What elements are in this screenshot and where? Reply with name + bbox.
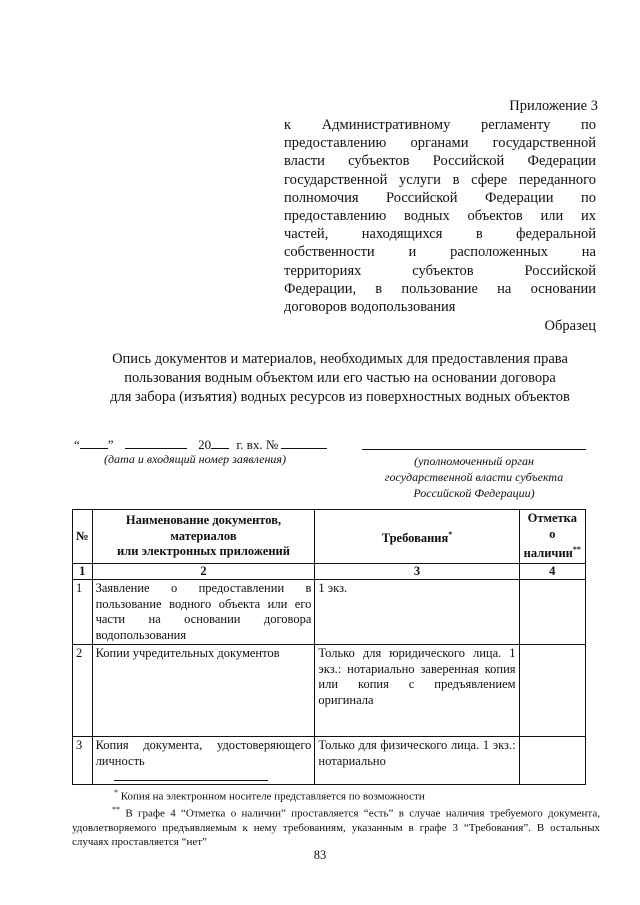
document-title-line: пользования водным объектом или его частью на основании договора (124, 370, 556, 386)
quote-open: “ (74, 437, 80, 452)
footnote-1-text: Копия на электронном носителе представляется по возможности (120, 790, 425, 803)
document-title-line: для забора (изъятия) водных ресурсов из поверхностных водных объектов (110, 389, 570, 405)
document-name: Копии учредительных документов (92, 645, 315, 737)
column-number: 2 (92, 563, 315, 580)
day-blank (80, 436, 108, 449)
document-name: Заявление о предоставлении в пользование водного объекта или его части на основании договора водопользования (92, 580, 315, 645)
footnote-1 (114, 786, 596, 804)
header-number: № (73, 510, 93, 564)
header-document-name: Наименование документов, материалов или электронных приложений (92, 510, 315, 564)
appendix-line: Федерации, в пользование на основании (284, 280, 596, 297)
date-caption: (дата и входящий номер заявления) (104, 452, 286, 466)
document-title (60, 350, 620, 407)
appendix-line: предоставлению водных объектов или их (284, 208, 596, 225)
authority-caption (352, 453, 596, 501)
column-number: 4 (519, 563, 585, 580)
appendix-reference (284, 116, 596, 316)
table-row (73, 645, 586, 737)
row-number: 3 (73, 737, 93, 785)
appendix-line: власти субъектов Российской Федерации (284, 153, 596, 170)
table-row (73, 737, 586, 785)
appendix-line: собственности и расположенных на (284, 244, 596, 261)
requirement-text: Только для юридического лица. 1 экз.: нотариально заверенная копия или копия с предъявлением оригинала (315, 645, 519, 737)
appendix-title: Приложение 3 (509, 98, 598, 114)
footnote-2-text: В графе 4 “Отметка о наличии” проставляется “есть” в случае наличия требуемого документа, удовлетворяемого предъявляемым к нему требованиям, указанным в графе 3 “Требования”. В остальных случаях проставляется “нет” (72, 807, 600, 848)
authority-caption-line: Российской Федерации) (413, 486, 535, 500)
footnote-2 (72, 803, 600, 849)
appendix-line: территориях субъектов Российской (284, 262, 596, 279)
document-title-line: Опись документов и материалов, необходимых для предоставления права (112, 351, 568, 367)
appendix-line: договоров водопользования (284, 299, 456, 316)
month-blank (125, 436, 187, 449)
availability-mark (519, 580, 585, 645)
page-number: 83 (313, 848, 327, 862)
registration-number-blank (281, 436, 327, 449)
document-name: Копия документа, удостоверяющего личность (92, 737, 315, 785)
authority-caption-line: государственной власти субъекта (384, 470, 564, 484)
footnote-separator (114, 780, 268, 781)
table-row (73, 580, 586, 645)
requirement-text: 1 экз. (315, 580, 519, 645)
row-number: 1 (73, 580, 93, 645)
column-number: 3 (315, 563, 519, 580)
table-header-row (73, 510, 586, 564)
availability-mark (519, 645, 585, 737)
appendix-line: к Административному регламенту по (284, 117, 596, 133)
appendix-line: частей, находящихся в федеральной (284, 226, 596, 243)
sample-label: Образец (544, 318, 596, 334)
column-number-row (73, 563, 586, 580)
quote-close: ” (107, 437, 114, 452)
year-blank (211, 436, 229, 449)
availability-mark (519, 737, 585, 785)
header-requirements: Требования* (315, 510, 519, 564)
documents-table (72, 509, 586, 785)
appendix-line: государственной услуги в сфере переданного (284, 171, 596, 188)
date-registration-line (74, 436, 327, 453)
requirement-text: Только для физического лица. 1 экз.: нотариально (315, 737, 519, 785)
appendix-line: полномочия Российской Федерации по (284, 189, 596, 206)
column-number: 1 (73, 563, 93, 580)
footnote-1-mark: * (114, 788, 118, 797)
authority-blank (362, 449, 586, 450)
header-availability-mark: Отметка о наличии** (519, 510, 585, 564)
registration-label: г. вх. № (236, 437, 279, 452)
row-number: 2 (73, 645, 93, 737)
authority-caption-line: (уполномоченный орган (414, 454, 534, 468)
appendix-line: предоставлению органами государственной (284, 135, 596, 152)
year-prefix: 20 (198, 437, 212, 452)
footnote-2-mark: ** (112, 805, 120, 814)
